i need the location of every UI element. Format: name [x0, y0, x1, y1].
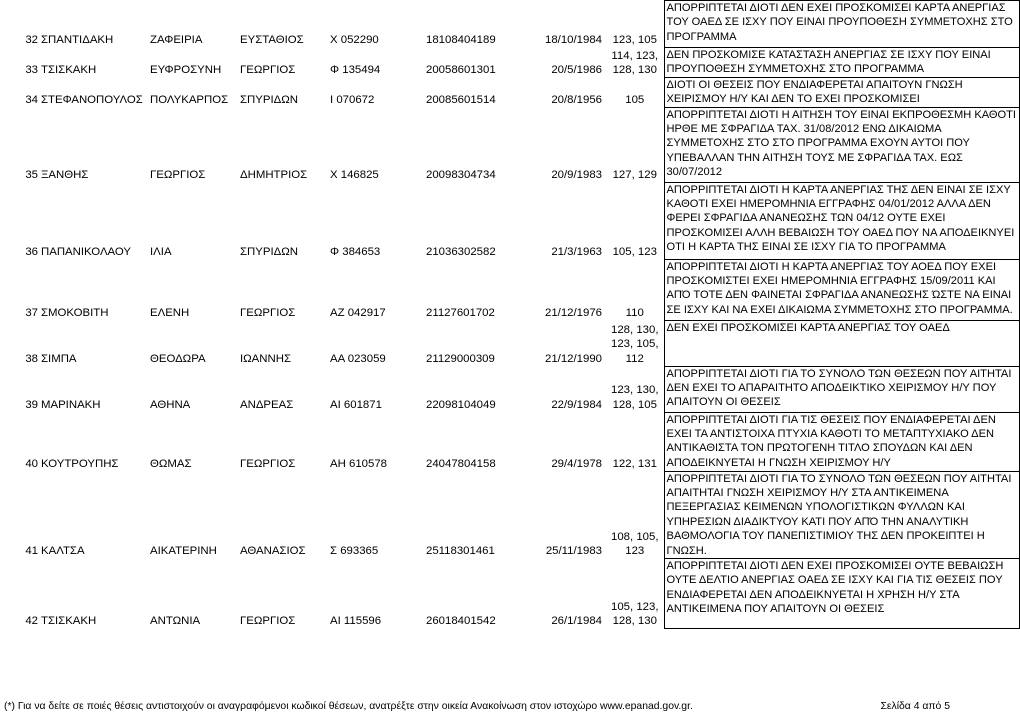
amka-cell: 20058601301 — [426, 63, 496, 76]
birth-date-cell: 18/10/1984 — [544, 34, 602, 47]
positions-cell — [606, 320, 664, 366]
footer-note: (*) Για να δείτε σε ποιές θέσεις αντιστοιχούν οι αναγραφόμενοι κωδικοί θέσεων, ανατρέξτε στην οικεία Ανακοίνωση στον ιστοχώρο www.epanad.gov.gr. — [4, 701, 693, 712]
first-name-cell: ΑΝΤΩΝΙΑ — [150, 615, 201, 628]
table-row — [19, 77, 1019, 107]
remark-cell: ΑΠΟΡΡΙΠΤΕΤΑΙ ΔΙΟΤΙ ΔΕΝ ΕΧΕΙ ΠΡΟΣΚΟΜΙΣΕΙ ΚΑΡΤΑ ΑΝΕΡΓΙΑΣ ΤΟΥ ΟΑΕΔ ΣΕ ΙΣΧΥ ΠΟΥ ΕΙΝΑΙ ΠΡΟΥΠΟΘΕΣΗ ΣΥΜΜΕΤΟΧΗΣ ΣΤΟ ΠΡΟΓΡΑΜΜΑ — [664, 1, 1019, 48]
first-name-cell: ΑΘΗΝΑ — [150, 398, 191, 411]
remark-cell: ΔΕΝ ΕΧΕΙ ΠΡΟΣΚΟΜΙΣΕΙ ΚΑΡΤΑ ΑΝΕΡΓΙΑΣ ΤΟΥ ΟΑΕΔ — [664, 320, 1019, 366]
position-codes: 128, 130 — [612, 615, 657, 628]
table-row — [19, 182, 1019, 259]
position-codes: 127, 129 — [612, 168, 657, 181]
row-number: 40 — [25, 457, 38, 470]
amka-cell: 22098104049 — [426, 398, 496, 411]
row-number: 36 — [25, 245, 38, 258]
first-name-cell: ΘΩΜΑΣ — [150, 457, 192, 470]
amka-cell: 25118301461 — [426, 545, 495, 558]
surname-cell: ΠΑΠΑΝΙΚΟΛΑΟΥ — [41, 245, 131, 258]
id-card-cell: ΑΑ 023059 — [330, 352, 386, 365]
birth-date-cell: 29/4/1978 — [551, 457, 602, 470]
father-name-cell: ΣΠΥΡΙΔΩΝ — [240, 93, 298, 106]
positions-cell — [606, 48, 664, 78]
remark-cell: ΔΕΝ ΠΡΟΣΚΟΜΙΣΕ ΚΑΤΑΣΤΑΣΗ ΑΝΕΡΓΙΑΣ ΣΕ ΙΣΧΥ ΠΟΥ ΕΙΝΑΙ ΠΡΟΥΠΟΘΕΣΗ ΣΥΜΜΕΤΟΧΗΣ ΣΤΟ ΠΡΟΓΡΑΜΜΑ — [664, 48, 1019, 78]
position-codes: 123, 130, — [610, 384, 659, 397]
birth-date-cell: 21/12/1976 — [544, 306, 602, 319]
remark-cell: ΔΙΟΤΙ ΟΙ ΘΕΣΕΙΣ ΠΟΥ ΕΝΔΙΑΦΕΡΕΤΑΙ ΑΠΑΙΤΟΥΝ ΓΝΩΣΗ ΧΕΙΡΙΣΜΟΥ Η/Υ ΚΑΙ ΔΕΝ ΤΟ ΕΧΕΙ ΠΡΟΣΚΟΜΙΣΕΙ — [664, 77, 1019, 107]
positions-cell — [606, 471, 664, 558]
position-codes: 123, 105 — [612, 34, 657, 47]
row-number: 33 — [25, 63, 38, 76]
remark-cell: ΑΠΟΡΡΙΠΤΕΤΑΙ ΔΙΟΤΙ ΓΙΑ ΤΟ ΣΥΝΟΛΟ ΤΩΝ ΘΕΣΕΩΝ ΠΟΥ ΑΙΤΗΤΑΙ ΔΕΝ ΕΧΕΙ ΤΟ ΑΠΑΡΑΙΤΗΤΟ ΑΠΟΔΕΙΚΤΙΚΟ ΧΕΙΡΙΣΜΟΥ Η/Υ ΠΟΥ ΑΠΑΙΤΟΥΝ ΟΙ ΘΕΣΕΙΣ — [664, 366, 1019, 412]
position-codes: 122, 131 — [612, 457, 657, 470]
positions-cell — [606, 259, 664, 320]
father-name-cell: ΓΕΩΡΓΙΟΣ — [240, 457, 296, 470]
father-name-cell: ΔΗΜΗΤΡΙΟΣ — [240, 168, 308, 181]
applicants-table — [19, 0, 1020, 629]
father-name-cell: ΓΕΩΡΓΙΟΣ — [240, 615, 296, 628]
birth-date-cell: 20/8/1956 — [551, 93, 602, 106]
amka-cell: 21127601702 — [426, 306, 495, 319]
surname-cell: ΤΣΙΣΚΑΚΗ — [41, 63, 97, 76]
id-card-cell: Χ 052290 — [330, 34, 379, 47]
page-footer — [4, 700, 956, 714]
father-name-cell: ΕΥΣΤΑΘΙΟΣ — [240, 34, 304, 47]
id-card-cell: Φ 135494 — [330, 63, 381, 76]
surname-cell: ΣΠΑΝΤΙΔΑΚΗ — [41, 34, 114, 47]
row-number: 39 — [25, 398, 38, 411]
positions-cell — [606, 182, 664, 259]
id-card-cell: ΑΗ 610578 — [330, 457, 387, 470]
surname-cell: ΣΙΜΠΑ — [41, 352, 77, 365]
position-codes: 105, 123, — [610, 600, 659, 613]
table-row — [19, 559, 1019, 629]
positions-cell — [606, 412, 664, 471]
table-row — [19, 259, 1019, 320]
table-row — [19, 366, 1019, 412]
surname-cell: ΣΤΕΦΑΝΟΠΟΥΛΟΣ — [41, 93, 143, 106]
birth-date-cell: 25/11/1983 — [545, 545, 602, 558]
position-codes: 112 — [625, 352, 644, 365]
remark-cell: ΑΠΟΡΡΙΠΤΕΤΑΙ ΔΙΟΤΙ ΔΕΝ ΕΧΕΙ ΠΡΟΣΚΟΜΙΣΕΙ ΟΥΤΕ ΒΕΒΑΙΩΣΗ ΟΥΤΕ ΔΕΛΤΙΟ ΑΝΕΡΓΙΑΣ ΟΑΕΔ ΣΕ ΙΣΧΥ ΚΑΙ ΓΙΑ ΤΙΣ ΘΕΣΕΙΣ ΠΟΥ ΕΝΔΙΑΦΕΡΕΤΑΙ ΔΕΝ ΑΠΟΔΕΙΚΝΥΕΤΑΙ Η ΧΡΗΣΗ Η/Υ ΣΤΑ ΑΝΤΙΚΕΙΜΕΝΑ ΠΟΥ ΑΠΑΙΤΟΥΝ ΟΙ ΘΕΣΕΙΣ — [664, 559, 1019, 629]
row-number: 35 — [25, 168, 38, 181]
surname-cell: ΚΑΛΤΣΑ — [41, 545, 85, 558]
birth-date-cell: 20/9/1983 — [551, 168, 602, 181]
row-number: 34 — [25, 93, 38, 106]
position-codes: 128, 130, — [610, 323, 659, 336]
father-name-cell: ΓΕΩΡΓΙΟΣ — [240, 63, 296, 76]
first-name-cell: ΖΑΦΕΙΡΙΑ — [150, 34, 203, 47]
remark-cell: ΑΠΟΡΡΙΠΤΕΤΑΙ ΔΙΟΤΙ ΓΙΑ ΤΙΣ ΘΕΣΕΙΣ ΠΟΥ ΕΝΔΙΑΦΕΡΕΤΑΙ ΔΕΝ ΕΧΕΙ ΤΑ ΑΝΤΙΣΤΟΙΧΑ ΠΤΥΧΙΑ ΚΑΘΟΤΙ ΤΟ ΜΕΤΑΠΤΥΧΙΑΚΟ ΔΕΝ ΑΝΤΙΚΑΘΙΣΤΑ ΤΟΝ ΠΡΩΤΟΓΕΝΗ ΤΙΤΛΟ ΣΠΟΥΔΩΝ ΚΑΙ ΔΕΝ ΑΠΟΔΕΙΚΝΥΕΤΑΙ Η ΓΝΩΣΗ ΧΕΙΡΙΣΜΟΥ Η/Υ — [664, 412, 1019, 471]
positions-cell — [606, 366, 664, 412]
birth-date-cell: 20/5/1986 — [551, 63, 602, 76]
table-row — [19, 471, 1019, 558]
table-body — [19, 1, 1019, 629]
first-name-cell: ΑΙΚΑΤΕΡΙΝΗ — [150, 545, 217, 558]
first-name-cell: ΕΛΕΝΗ — [150, 306, 190, 319]
surname-cell: ΜΑΡΙΝΑΚΗ — [41, 398, 101, 411]
first-name-cell: ΘΕΟΔΩΡΑ — [150, 352, 206, 365]
positions-cell — [606, 559, 664, 629]
birth-date-cell: 26/1/1984 — [551, 615, 602, 628]
amka-cell: 26018401542 — [426, 615, 496, 628]
first-name-cell: ΙΛΙΑ — [150, 245, 172, 258]
remark-cell: ΑΠΟΡΡΙΠΤΕΤΑΙ ΔΙΟΤΙ Η ΑΙΤΗΣΗ ΤΟΥ ΕΙΝΑΙ ΕΚΠΡΟΘΕΣΜΗ ΚΑΘΟΤΙ ΗΡΘΕ ΜΕ ΣΦΡΑΓΙΔΑ ΤΑΧ. 31/08/2012 ΕΝΩ ΔΙΚΑΙΩΜΑ ΣΥΜΜΕΤΟΧΗΣ ΣΤΟ ΣΤΟ ΠΡΟΓΡΑΜΜΑ ΕΧΟΥΝ ΑΥΤΟΙ ΠΟΥ ΥΠΕΒΑΛΛΑΝ ΤΗΝ ΑΙΤΗΣΗ ΤΟΥΣ ΜΕ ΣΦΡΑΓΙΔΑ ΤΑΧ. ΕΩΣ 30/07/2012 — [664, 107, 1019, 182]
table-row — [19, 320, 1019, 366]
amka-cell: 21129000309 — [426, 352, 495, 365]
father-name-cell: ΑΘΑΝΑΣΙΟΣ — [240, 545, 306, 558]
first-name-cell: ΠΟΛΥΚΑΡΠΟΣ — [150, 93, 229, 106]
table-row — [19, 48, 1019, 78]
row-number: 41 — [25, 545, 38, 558]
remark-cell: ΑΠΟΡΡΙΠΤΕΤΑΙ ΔΙΟΤΙ ΓΙΑ ΤΟ ΣΥΝΟΛΟ ΤΩΝ ΘΕΣΕΩΝ ΠΟΥ ΑΙΤΗΤΑΙ ΑΠΑΙΤΗΤΑΙ ΓΝΩΣΗ ΧΕΙΡΙΣΜΟΥ Η/Υ ΣΤΑ ΑΝΤΙΚΕΙΜΕΝΑ ΠΕΞΕΡΓΑΣΙΑΣ ΚΕΙΜΕΝΩΝ ΥΠΟΛΟΓΙΣΤΙΚΩΝ ΦΥΛΛΩΝ ΚΑΙ ΥΠΗΡΕΣΙΩΝ ΔΙΑΔΙΚΤΥΟΥ ΚΑΤΙ ΠΟΥ ΑΠΌ ΤΗΝ ΑΝΑΛΥΤΙΚΗ ΒΑΘΜΟΛΟΓΙΑ ΤΟΥ ΠΑΝΕΠΙΣΤΙΜΙΟΥ ΤΗΣ ΔΕΝ ΠΡΟΚΕΙΠΤΕΙ Η ΓΝΩΣΗ. — [664, 471, 1019, 558]
id-card-cell: Φ 384653 — [330, 245, 381, 258]
amka-cell: 18108404189 — [426, 34, 496, 47]
row-number: 38 — [25, 352, 38, 365]
father-name-cell: ΣΠΥΡΙΔΩΝ — [240, 245, 298, 258]
position-codes: 123 — [625, 545, 645, 558]
id-card-cell: ΑΙ 601871 — [330, 398, 382, 411]
id-card-cell: Ι 070672 — [330, 93, 375, 106]
position-codes: 128, 130 — [612, 63, 657, 76]
table-row — [19, 107, 1019, 182]
birth-date-cell: 22/9/1984 — [551, 398, 602, 411]
father-name-cell: ΑΝΔΡΕΑΣ — [240, 398, 294, 411]
position-codes: 110 — [625, 306, 644, 319]
position-codes: 123, 105, — [610, 338, 659, 351]
position-codes: 114, 123, — [611, 49, 659, 62]
position-codes: 108, 105, — [610, 530, 659, 543]
positions-cell — [606, 107, 664, 182]
table-row — [19, 1, 1019, 48]
surname-cell: ΞΑΝΘΗΣ — [41, 168, 89, 181]
page-number: Σελίδα 4 από 5 — [880, 701, 950, 712]
birth-date-cell: 21/12/1990 — [544, 352, 602, 365]
id-card-cell: Σ 693365 — [330, 545, 379, 558]
surname-cell: ΣΜΟΚΟΒΙΤΗ — [41, 306, 109, 319]
table-row — [19, 412, 1019, 471]
surname-cell: ΚΟΥΤΡΟΥΠΗΣ — [41, 457, 119, 470]
positions-cell — [606, 77, 664, 107]
positions-cell — [606, 1, 664, 48]
position-codes: 105 — [625, 93, 645, 106]
id-card-cell: ΑΙ 115596 — [330, 615, 382, 628]
remark-cell: ΑΠΟΡΡΙΠΤΕΤΑΙ ΔΙΟΤΙ Η ΚΑΡΤΑ ΑΝΕΡΓΙΑΣ ΤΗΣ ΔΕΝ ΕΙΝΑΙ ΣΕ ΙΣΧΥ ΚΑΘΟΤΙ ΕΧΕΙ ΗΜΕΡΟΜΗΝΙΑ ΕΓΓΡΑΦΗΣ 04/01/2012 ΑΛΛΑ ΔΕΝ ΦΕΡΕΙ ΣΦΡΑΓΙΔΑ ΑΝΑΝΕΩΣΗΣ ΤΩΝ 04/12 ΟΥΤΕ ΕΧΕΙ ΠΡΟΣΚΟΜΙΣΕΙ ΑΛΛΗ ΒΕΒΑΙΩΣΗ ΤΟΥ ΟΑΕΔ ΠΟΥ ΝΑ ΑΠΟΔΕΙΚΝΥΕΙ ΟΤΙ Η ΚΑΡΤΑ ΤΗΣ ΕΙΝΑΙ ΣΕ ΙΣΧΥ ΓΙΑ ΤΟ ΠΡΟΓΡΑΜΜΑ — [664, 182, 1019, 259]
amka-cell: 24047804158 — [426, 457, 496, 470]
row-number: 37 — [25, 306, 38, 319]
position-codes: 105, 123 — [612, 245, 657, 258]
first-name-cell: ΓΕΩΡΓΙΟΣ — [150, 168, 206, 181]
father-name-cell: ΓΕΩΡΓΙΟΣ — [240, 306, 296, 319]
birth-date-cell: 21/3/1963 — [551, 245, 602, 258]
row-number: 42 — [25, 615, 38, 628]
amka-cell: 20085601514 — [426, 93, 496, 106]
first-name-cell: ΕΥΦΡΟΣΥΝΗ — [150, 63, 222, 76]
surname-cell: ΤΣΙΣΚΑΚΗ — [41, 615, 97, 628]
remark-cell: ΑΠΟΡΡΙΠΤΕΤΑΙ ΔΙΟΤΙ Η ΚΑΡΤΑ ΑΝΕΡΓΙΑΣ ΤΟΥ ΑΟΕΔ ΠΟΥ ΕΧΕΙ ΠΡΟΣΚΟΜΙΣΤΕΙ ΕΧΕΙ ΗΜΕΡΟΜΗΝΙΑ ΕΓΓΡΑΦΗΣ 15/09/2011 ΚΑΙ ΑΠΌ ΤΟΤΕ ΔΕΝ ΦΑΙΝΕΤΑΙ ΣΦΡΑΓΙΔΑ ΑΝΑΝΕΩΣΗΣ ΏΣΤΕ ΝΑ ΕΙΝΑΙ ΣΕ ΙΣΧΥ ΚΑΙ ΝΑ ΕΧΕΙ ΔΙΚΑΙΩΜΑ ΣΥΜΜΕΤΟΧΗΣ ΣΤΟ ΠΡΟΓΡΑΜΜΑ. — [664, 259, 1019, 320]
position-codes: 128, 105 — [612, 398, 657, 411]
amka-cell: 21036302582 — [426, 245, 496, 258]
father-name-cell: ΙΩΑΝΝΗΣ — [240, 352, 291, 365]
id-card-cell: ΑΖ 042917 — [330, 306, 386, 319]
id-card-cell: Χ 146825 — [330, 168, 379, 181]
row-number: 32 — [25, 34, 38, 47]
amka-cell: 20098304734 — [426, 168, 496, 181]
